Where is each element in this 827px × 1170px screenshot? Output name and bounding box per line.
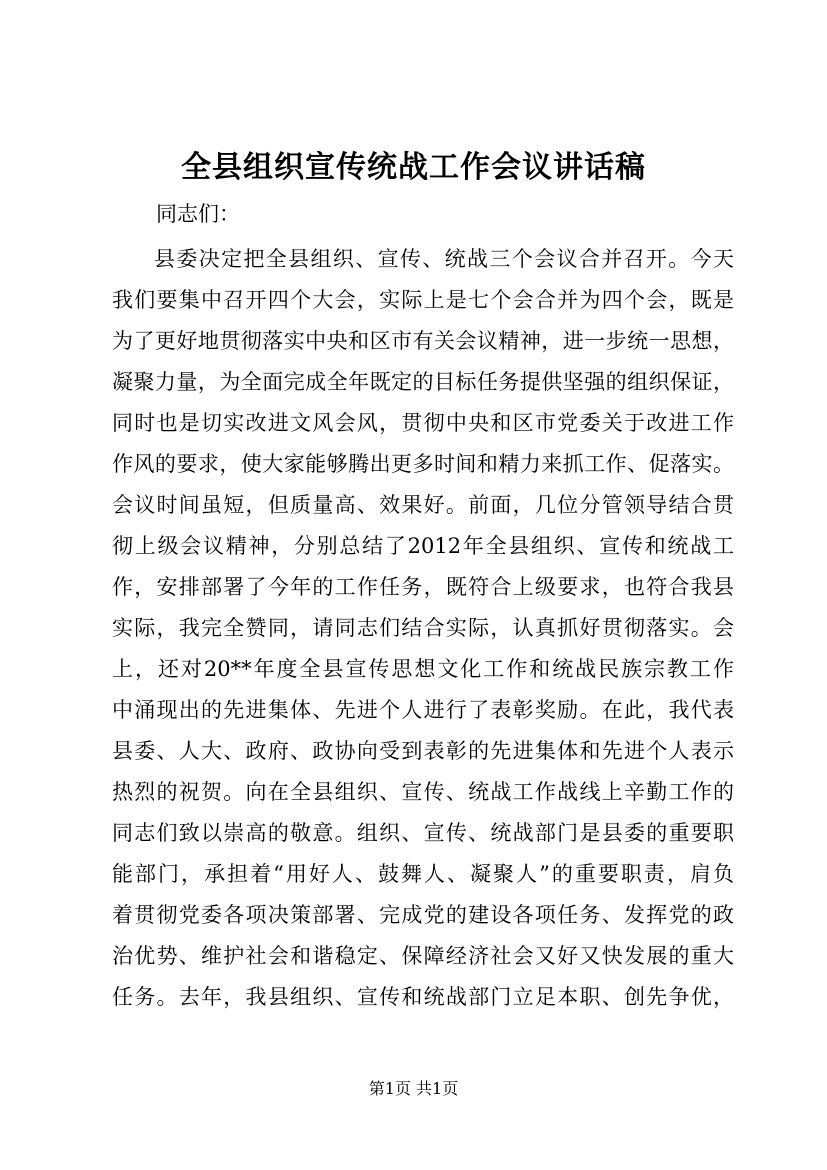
- salutation: 同志们：: [156, 202, 240, 226]
- document-title: 全县组织宣传统战工作会议讲话稿: [181, 150, 646, 185]
- body-line: 治优势、维护社会和谐稳定、保障经济社会又好又快发展的重大: [112, 944, 734, 968]
- body-line: 着贯彻党委各项决策部署、完成党的建设各项任务、发挥党的政: [112, 903, 734, 927]
- body-line: 凝聚力量，为全面完成全年既定的目标任务提供坚强的组织保证，: [112, 370, 734, 394]
- body-line: 作风的要求，使大家能够腾出更多时间和精力来抓工作、促落实。: [112, 452, 734, 476]
- body-line: 中涌现出的先进集体、先进个人进行了表彰奖励。在此，我代表: [112, 698, 734, 722]
- body-line: 彻上级会议精神，分别总结了2012年全县组织、宣传和统战工: [112, 534, 734, 558]
- body-line: 任务。去年，我县组织、宣传和统战部门立足本职、创先争优，: [112, 985, 734, 1009]
- page-number: 第1页 共1页: [368, 1079, 459, 1098]
- body-line: 县委决定把全县组织、宣传、统战三个会议合并召开。今天: [154, 247, 734, 271]
- body-line: 我们要集中召开四个大会，实际上是七个会合并为四个会，既是: [112, 288, 734, 312]
- body-line: 县委、人大、政府、政协向受到表彰的先进集体和先进个人表示: [112, 739, 734, 763]
- body-line: 同志们致以崇高的敬意。组织、宣传、统战部门是县委的重要职: [112, 821, 734, 845]
- body-line: 作，安排部署了今年的工作任务，既符合上级要求，也符合我县: [112, 575, 734, 599]
- body-line: 上，还对20**年度全县宣传思想文化工作和统战民族宗教工作: [112, 657, 734, 681]
- body-line: 为了更好地贯彻落实中央和区市有关会议精神，进一步统一思想，: [112, 329, 734, 353]
- body-text: [112, 239, 734, 1018]
- body-line: 能部门，承担着“用好人、鼓舞人、凝聚人”的重要职责，肩负: [112, 862, 734, 886]
- body-line: 会议时间虽短，但质量高、效果好。前面，几位分管领导结合贯: [112, 493, 734, 517]
- body-line: 热烈的祝贺。向在全县组织、宣传、统战工作战线上辛勤工作的: [112, 780, 734, 804]
- body-line: 同时也是切实改进文风会风，贯彻中央和区市党委关于改进工作: [112, 411, 734, 435]
- body-line: 实际，我完全赞同，请同志们结合实际，认真抓好贯彻落实。会: [112, 616, 734, 640]
